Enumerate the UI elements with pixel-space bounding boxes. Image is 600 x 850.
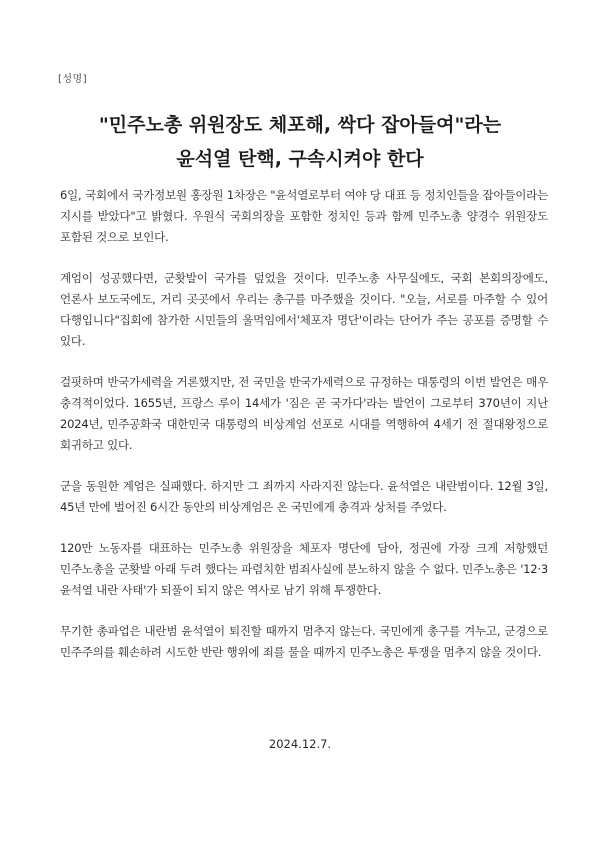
title-line-1: "민주노총 위원장도 체포해, 싹다 잡아들여"라는 — [98, 114, 502, 136]
title-line-2: 윤석열 탄핵, 구속시켜야 한다 — [176, 148, 424, 170]
paragraph-5: 120만 노동자를 대표하는 민주노총 위원장을 체포자 명단에 담아, 정권에 가장 크게 저항했던 민주노총을 군홧발 아래 두려 했다는 파렴치한 범죄사실에 분노하지 않을 수 없다. 민주노총은 '12·3 윤석열 내란 사태'가 되풀이 되지 않은 역사로 남기 위해 투쟁한다. — [60, 541, 548, 597]
paragraph-3: 걸핏하며 반국가세력을 거론했지만, 전 국민을 반국가세력으로 규정하는 대통령의 이번 발언은 매우 충격적이었다. 1655년, 프랑스 루이 14세가 '짐은 곧 국가다'라는 발언이 그로부터 370년이 지난 2024년, 민주공화국 대한민국 대통령의 비상계엄 선포로 시대를 역행하여 4세기 전 절대왕정으로 회귀하고 있다. — [60, 375, 548, 452]
paragraph-2: 계엄이 성공했다면, 군홧발이 국가를 덮었을 것이다. 민주노총 사무실에도, 국회 본회의장에도, 언론사 보도국에도, 거리 곳곳에서 우리는 총구를 마주했을 것이다. "오늘, 서로를 마주할 수 있어 다행입니다"집회에 참가한 시민들의 울먹임에서'체포자 명단'이라는 단어가 주는 공포를 증명할 수 있다. — [60, 271, 548, 348]
document-label: [성명] — [58, 74, 88, 85]
statement-title — [40, 108, 560, 176]
paragraph-6: 무기한 총파업은 내란범 윤석열이 퇴진할 때까지 멈추지 않는다. 국민에게 총구를 겨누고, 군경으로 민주주의를 훼손하려 시도한 반란 행위에 죄를 물을 때까지 민주노총은 투쟁을 멈추지 않을 것이다. — [60, 624, 548, 659]
statement-date: 2024.12.7. — [268, 737, 332, 751]
statement-body — [60, 185, 548, 683]
paragraph-4: 군을 동원한 계엄은 실패했다. 하지만 그 죄까지 사라지진 않는다. 윤석열은 내란범이다. 12월 3일, 45년 만에 벌어진 6시간 동안의 비상계엄은 온 국민에게 충격과 상처를 주었다. — [60, 479, 548, 514]
paragraph-1: 6일, 국회에서 국가정보원 홍장원 1차장은 "윤석열로부터 여야 당 대표 등 정치인들을 잡아들이라는 지시를 받았다"고 밝혔다. 우원식 국회의장을 포함한 정치인 등과 함께 민주노총 양경수 위원장도 포함된 것으로 보인다. — [60, 188, 548, 244]
